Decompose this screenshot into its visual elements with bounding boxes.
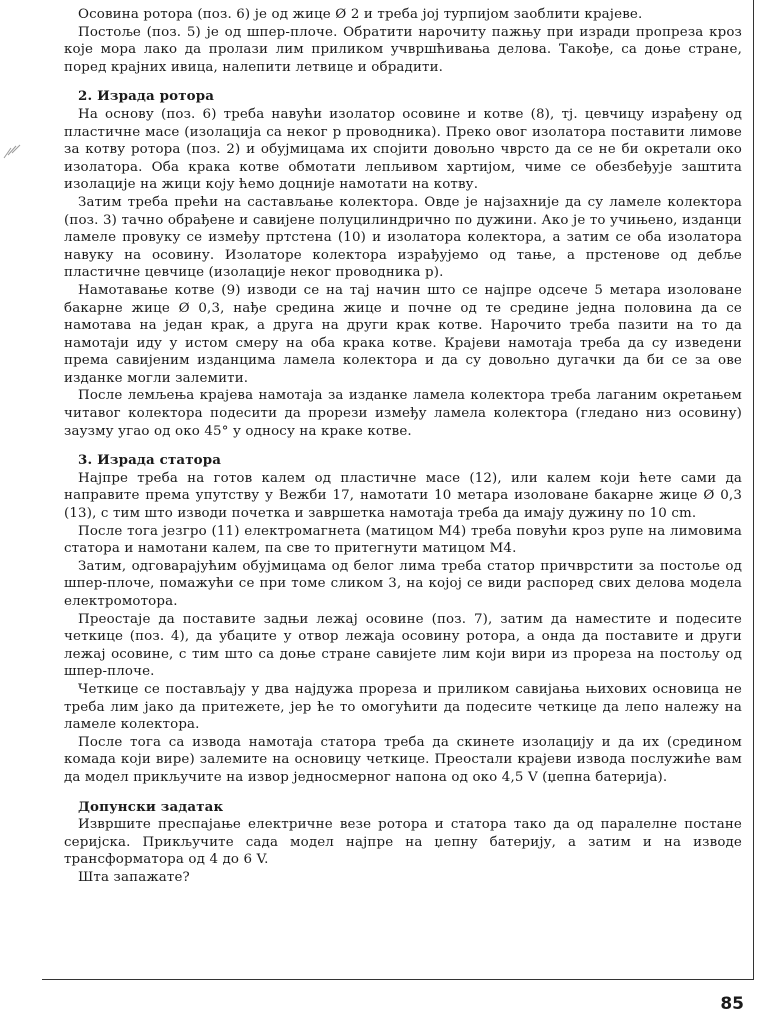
intro-paragraph-2: Постоље (поз. 5) је од шпер-плоче. Обратити нарочиту пажњу при изради пропреза кроз које мора лако да пролази лим приликом учвршћивања делова. Такође, са доње стране, поред крајних ивица, налепити летвице и обрадити.: [64, 24, 742, 75]
stator-paragraph-6: После тога са извода намотаја статора треба да скинете изолацију и да их (средином комада који вире) залемите на основицу четкице. Преостали крајеви извода послужиће вам да модел прикључите на извор једносмерног напона од око 4,5 V (џепна батерија).: [64, 734, 742, 785]
supplement-question: Шта запажате?: [78, 869, 190, 885]
rotor-paragraph-4: После лемљења крајева намотаја за изданке ламела колектора треба лаганим окретањем читавог колектора подесити да прорези између ламела колектора (гледано низ осовину) заузму угао од око 45° у односу на краке котве.: [64, 388, 742, 439]
intro-paragraph-1: Осовина ротора (поз. 6) је од жице Ø 2 и треба јој турпијом заоблити крајеве.: [78, 7, 643, 22]
stator-paragraph-2: После тога језгро (11) електромагнета (матицом М4) треба повући кроз рупе на лимовима статора и намотани калем, па све то притегнути матицом М4.: [64, 523, 742, 557]
stator-paragraph-4: Преостаје да поставите задњи лежај осовине (поз. 7), затим да наместите и подесите четкице (поз. 4), да убаците у отвор лежаја осовину ротора, а онда да поставите и други лежај осовине, с тим што са доње стране савијете лим који вири из прореза на постољу од шпер-плоче.: [64, 611, 742, 680]
stator-paragraph-5: Четкице се постављају у два најдужа прореза и приликом савијања њихових основица не треба лим јако да притежете, јер ће то омогућити да подесите четкице да лепо належу на ламеле колектора.: [64, 681, 742, 733]
stator-paragraph-3: Затим, одговарајућим обујмицама од белог лима треба статор причврстити за постоље од шпер-плоче, помажући се при томе сликом 3, на којој се види распоред свих делова модела електромотора.: [64, 558, 742, 609]
page-number: 85: [720, 994, 744, 1014]
supplement-paragraph-1: Извршите преспајање електричне везе ротора и статора тако да од паралелне постане серијска. Прикључите сада модел најпре на џепну батерију, а затим и на изводе трансформатора од 4 до 6 V.: [64, 817, 742, 868]
rotor-paragraph-3: Намотавање котве (9) изводи се на тај начин што се најпре одсече 5 метара изоловане бакарне жице Ø 0,3, нађе средина жице и почне од те средине једна половина да се намотава на један крак, а друга на други крак котве. Нарочито треба пазити на то да намотаји иду у истом смеру на оба крака котве. Крајеви намотаја треба да су изведени према савијеним изданцима ламела колектора и да су довољно дугачки да би се за ове изданке могли залемити.: [64, 282, 742, 386]
section-heading-stator: 3. Израда статора: [78, 452, 222, 469]
section-heading-rotor: 2. Израда ротора: [78, 88, 215, 105]
page-body: [64, 6, 742, 887]
section-heading-supplement: Допунски задатак: [78, 798, 224, 815]
rotor-paragraph-1: На основу (поз. 6) треба навући изолатор осовине и котве (8), тј. цевчицу израђену од пластичне масе (изолација са неког р проводника). Преко овог изолатора поставити лимове за котву ротора (поз. 2) и обујмицама их спојити довољно чврсто да се не би окретали око изолатора. Оба крака котве обмотати лепљивом хартијом, чиме се обезбеђује заштита изолације на жици коју ћемо доцније намотати на котву.: [64, 106, 742, 193]
margin-pencil-mark: [2, 142, 24, 160]
rotor-paragraph-2: Затим треба прећи на састављање колектора. Овде је најзахније да су ламеле колектора (поз. 3) тачно обрађене и савијене полуцилиндрично по дужини. Ако је то учињено, изданци ламеле провуку се између пртстена (10) и изолатора колектора, а затим се оба изолатора навуку на осовину. Изолаторе колектора израђујемо од тање, а прстенове од дебље пластичне цевчице (изолације неког проводника р).: [64, 194, 742, 281]
stator-paragraph-1: Најпре треба на готов калем од пластичне масе (12), или калем који ћете сами да направите према упутству у Вежби 17, намотати 10 метара изоловане бакарне жице Ø 0,3 (13), с тим што изводи почетка и завршетка намотаја треба да имају дужину по 10 cm.: [64, 470, 742, 522]
